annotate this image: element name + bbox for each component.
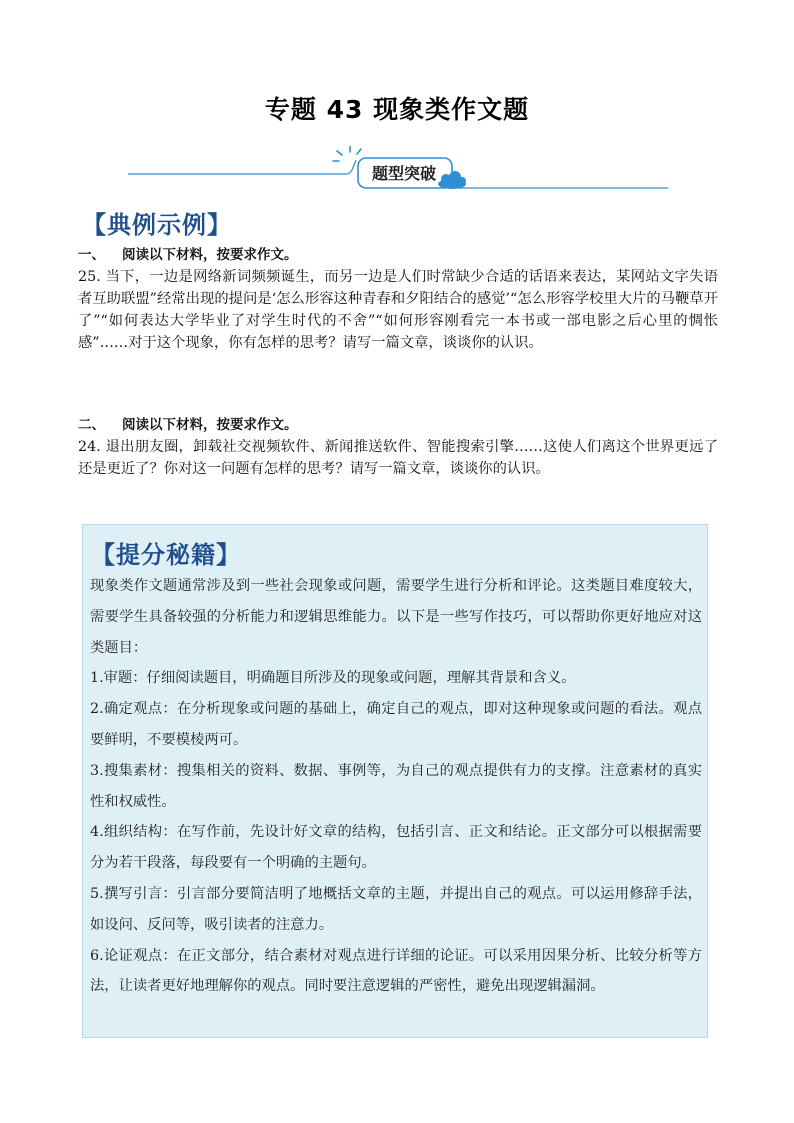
question-instruction-row	[78, 244, 718, 266]
tip-item: 3.搜集素材：搜集相关的资料、数据、事例等，为自己的观点提供有力的支撑。注意素材的真实性和权威性。	[90, 762, 702, 810]
example-question-1	[78, 244, 718, 354]
question-instruction: 阅读以下材料，按要求作文。	[122, 247, 298, 263]
tips-intro: 现象类作文题通常涉及到一些社会现象或问题，需要学生进行分析和评论。这类题目难度较大，需要学生具备较强的分析能力和逻辑思维能力。以下是一些写作技巧，可以帮助你更好地应对这类题目：	[90, 578, 702, 656]
tips-heading: 【提分秘籍】	[91, 541, 241, 569]
question-body: 25. 当下，一边是网络新词频频诞生，而另一边是人们时常缺少合适的话语来表达，某网站文字失语者互助联盟”经常出现的提问是‘怎么形容这种青春和夕阳结合的感觉’“怎么形容学校里大片的马鞭草开了”“如何表达大学毕业了对学生时代的不舍”“如何形容刚看完一本书或一部电影之后心里的惆怅感”……对于这个现象，你有怎样的思考？请写一篇文章，谈谈你的认识。	[78, 269, 718, 351]
tips-body	[90, 571, 702, 1002]
question-instruction-row	[78, 414, 718, 436]
sparkle-icon	[333, 146, 361, 161]
tip-item: 2.确定观点：在分析现象或问题的基础上，确定自己的观点，即对这种现象或问题的看法。观点要鲜明，不要模棱两可。	[90, 701, 702, 748]
question-body: 24. 退出朋友圈，卸载社交视频软件、新闻推送软件、智能搜索引擎……这使人们离这个世界更远了还是更近了？你对这一问题有怎样的思考？请写一篇文章，谈谈你的认识。	[78, 439, 718, 477]
banner-label: 题型突破	[371, 164, 436, 183]
question-instruction: 阅读以下材料，按要求作文。	[122, 417, 298, 433]
examples-heading: 【典例示例】	[82, 211, 232, 239]
page-title: 专题 43 现象类作文题	[264, 95, 530, 124]
question-index: 一、	[78, 247, 105, 263]
example-question-2	[78, 414, 718, 480]
section-banner	[128, 146, 668, 192]
tip-item: 5.撰写引言：引言部分要简洁明了地概括文章的主题，并提出自己的观点。可以运用修辞手法，如设问、反问等，吸引读者的注意力。	[90, 885, 702, 933]
tips-box	[82, 524, 708, 1038]
tip-item: 4.组织结构：在写作前，先设计好文章的结构，包括引言、正文和结论。正文部分可以根据需要分为若干段落，每段要有一个明确的主题句。	[90, 824, 702, 872]
tip-item: 1.审题：仔细阅读题目，明确题目所涉及的现象或问题，理解其背景和含义。	[90, 670, 576, 687]
question-index: 二、	[78, 417, 105, 433]
tip-item: 6.论证观点：在正文部分，结合素材对观点进行详细的论证。可以采用因果分析、比较分析等方法，让读者更好地理解你的观点。同时要注意逻辑的严密性，避免出现逻辑漏洞。	[90, 947, 702, 995]
